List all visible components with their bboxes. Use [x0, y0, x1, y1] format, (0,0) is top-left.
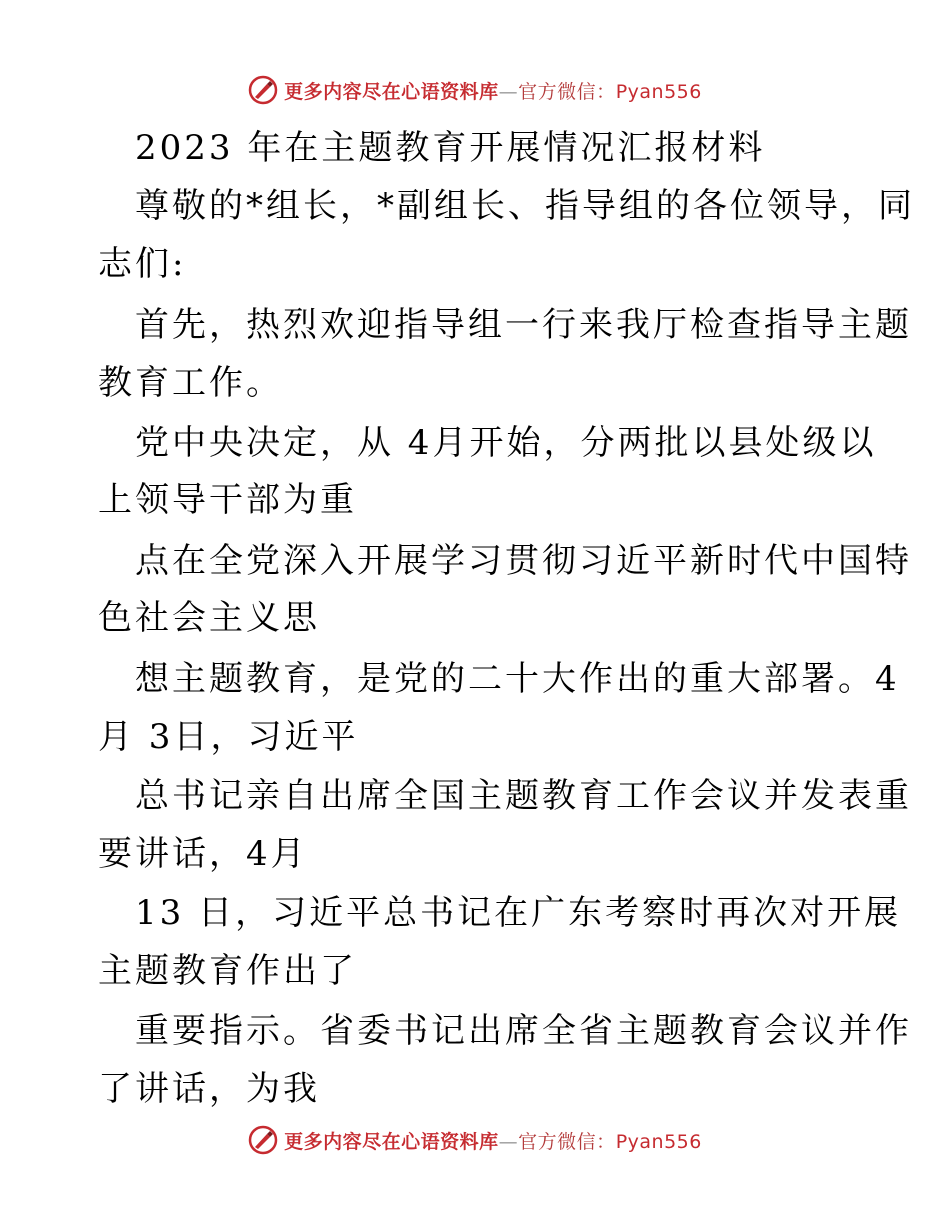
text-line: 色社会主义思 — [98, 598, 320, 638]
text-line: 重要指示。省委书记出席全省主题教育会议并作 — [135, 1011, 912, 1051]
banner-text — [284, 77, 702, 104]
text-line: 尊敬的*组长，*副组长、指导组的各位领导，同 — [135, 186, 915, 226]
footer-banner — [0, 1120, 950, 1160]
banner-separator: — — [498, 80, 519, 103]
text-line: 上领导干部为重 — [98, 480, 357, 520]
text-line: 志们: — [98, 244, 187, 284]
banner-separator: — — [498, 1130, 519, 1153]
text-line: 13 日，习近平总书记在广东考察时再次对开展 — [135, 893, 902, 933]
text-line: 教育工作。 — [98, 363, 283, 403]
banner-wechat-id: Pyan556 — [615, 1130, 702, 1153]
text-line: 月 3日，习近平 — [98, 717, 359, 757]
pen-logo-icon — [248, 75, 278, 105]
banner-wechat-id: Pyan556 — [615, 80, 702, 103]
banner-brand: 更多内容尽在心语资料库 — [284, 80, 499, 103]
text-line: 总书记亲自出席全国主题教育工作会议并发表重 — [135, 776, 912, 816]
text-line: 了讲话，为我 — [98, 1069, 320, 1109]
text-line: 想主题教育，是党的二十大作出的重大部署。4 — [135, 659, 900, 699]
text-line: 主题教育作出了 — [98, 951, 357, 991]
banner-wechat-label: 官方微信： — [518, 1130, 616, 1153]
text-line: 要讲话，4月 — [98, 834, 308, 874]
header-banner — [0, 70, 950, 110]
text-line: 点在全党深入开展学习贯彻习近平新时代中国特 — [135, 541, 912, 581]
banner-wechat-label: 官方微信： — [518, 80, 616, 103]
banner-brand: 更多内容尽在心语资料库 — [284, 1130, 499, 1153]
pen-logo-icon — [248, 1125, 278, 1155]
text-line: 首先，热烈欢迎指导组一行来我厅检查指导主题 — [135, 305, 912, 345]
banner-text — [284, 1127, 702, 1154]
document-title: 2023 年在主题教育开展情况汇报材料 — [135, 128, 766, 168]
text-line: 党中央决定，从 4月开始，分两批以县处级以 — [135, 423, 877, 463]
